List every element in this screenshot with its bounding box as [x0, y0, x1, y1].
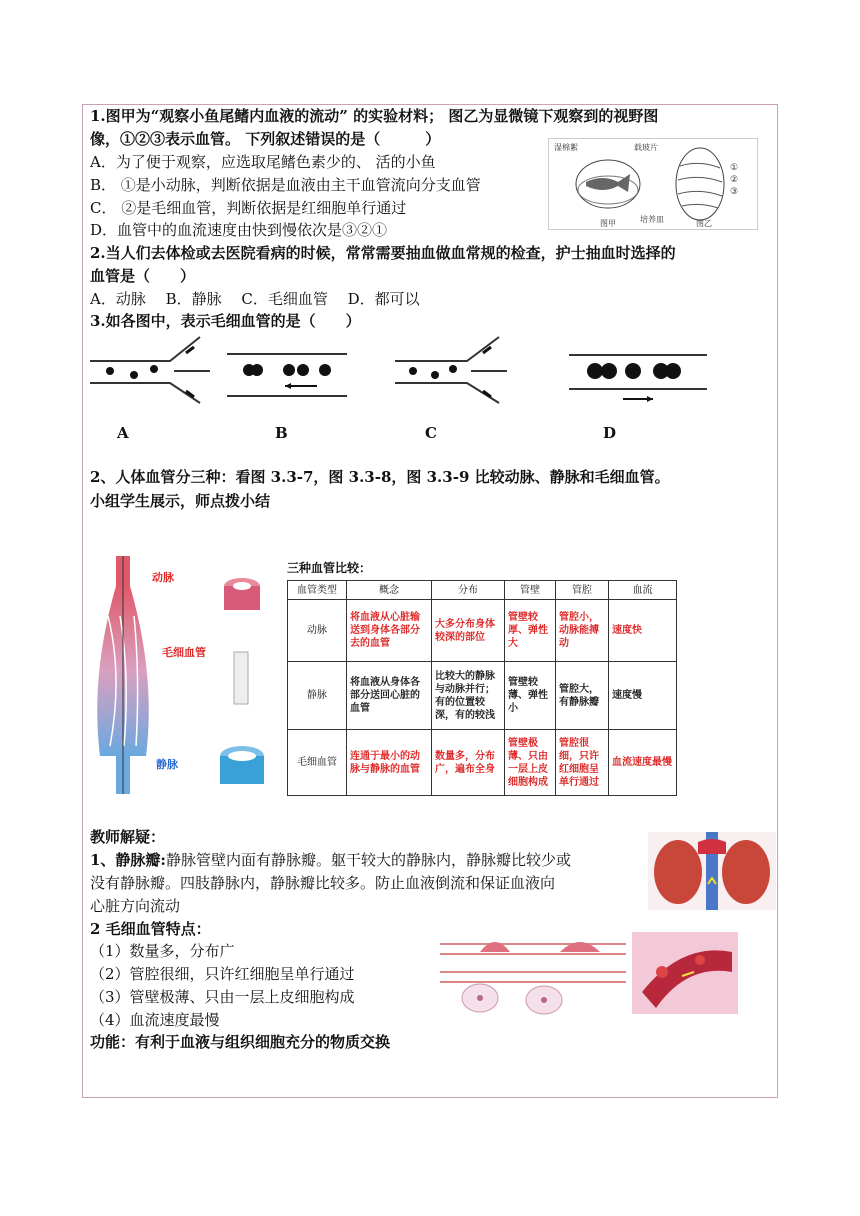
- table-row-artery: [288, 600, 677, 662]
- wet-cotton-label: 湿棉絮: [554, 143, 578, 152]
- vessel-diagram-c: [395, 333, 507, 405]
- blood-vessel-illustration: [90, 556, 270, 798]
- section2-line1: 2、人体血管分三种：看图 3.3-7，图 3.3-8，图 3.3-9 比较动脉、静脉和毛细血管。: [90, 468, 670, 486]
- table-title: 三种血管比较：: [287, 561, 372, 575]
- vessel-diagram-b: [227, 340, 347, 410]
- q2-stem-line1: 2.当人们去体检或去医院看病的时候，常常需要抽血做血常规的检查，护士抽血时选择的: [90, 244, 676, 262]
- valve-heading: 1、静脉瓣:: [90, 851, 166, 869]
- capillary-3d-illustration: [632, 932, 738, 1014]
- fish-tail-experiment-figure: [548, 138, 758, 230]
- table-cell: 管腔小，动脉能搏动: [556, 600, 609, 662]
- header-cell: 分布: [432, 581, 505, 600]
- teacher-title: 教师解疑：: [90, 828, 166, 846]
- header-cell: 概念: [347, 581, 432, 600]
- fig-jia-label: 图甲: [600, 219, 616, 228]
- valve-line1: [90, 850, 571, 871]
- q3-stem: 3.如各图中，表示毛细血管的是（ ）: [90, 312, 361, 330]
- q1-option-d: D．血管中的血流速度由快到慢依次是③②①: [90, 221, 388, 239]
- table-cell: 数量多，分布广，遍布全身: [432, 730, 505, 796]
- table-cell: 比较大的静脉与动脉并行；有的位置较深，有的较浅: [432, 662, 505, 730]
- vessel-1-label: ①: [730, 163, 739, 173]
- vein-label: 静脉: [156, 758, 178, 771]
- artery-label: 动脉: [152, 571, 174, 584]
- valve-line3: 心脏方向流动: [90, 897, 181, 915]
- q3-label-a: A: [117, 424, 129, 442]
- capillary-point-4: （4）血流速度最慢: [90, 1011, 220, 1029]
- table-cell: 管腔很细，只许红细胞呈单行通过: [556, 730, 609, 796]
- q1-stem-line2: 像，①②③表示血管。 下列叙述错误的是（ ）: [90, 130, 441, 148]
- vessel-diagram-a: [90, 333, 210, 405]
- vessel-diagram-d: [569, 343, 707, 409]
- table-row-capillary: [288, 730, 677, 796]
- table-cell: 管壁较厚、弹性大: [505, 600, 556, 662]
- capillary-function: 功能：有利于血液与组织细胞充分的物质交换: [90, 1033, 391, 1051]
- q3-label-b: B: [275, 424, 288, 442]
- capillary-point-2: （2）管腔很细，只许红细胞呈单行通过: [90, 965, 355, 983]
- vessel-2-label: ②: [730, 175, 739, 185]
- table-cell: 动脉: [288, 600, 347, 662]
- table-cell: 管壁极薄、只由一层上皮细胞构成: [505, 730, 556, 796]
- table-cell: 连通于最小的动脉与静脉的血管: [347, 730, 432, 796]
- q1-option-b: B． ①是小动脉，判断依据是血液由主干血管流向分支血管: [90, 176, 481, 194]
- header-cell: 血管类型: [288, 581, 347, 600]
- valve-line2: 没有静脉瓣。四肢静脉内，静脉瓣比较多。防止血液倒流和保证血液向: [90, 874, 556, 892]
- section2-line2: 小组学生展示，师点拨小结: [90, 492, 271, 510]
- table-cell: 血流速度最慢: [609, 730, 677, 796]
- slide-label: 载玻片: [634, 143, 658, 152]
- table-cell: 静脉: [288, 662, 347, 730]
- table-cell: 将血液从心脏输送到身体各部分去的血管: [347, 600, 432, 662]
- table-cell: 速度慢: [609, 662, 677, 730]
- capillary-label: 毛细血管: [162, 646, 206, 659]
- q3-label-d: D: [603, 424, 617, 442]
- table-cell: 速度快: [609, 600, 677, 662]
- valve-text-1: 静脉管壁内面有静脉瓣。躯干较大的静脉内，静脉瓣比较少或: [165, 851, 571, 869]
- table-cell: 毛细血管: [288, 730, 347, 796]
- vein-valve-illustration: [648, 832, 776, 910]
- table-cell: 管壁较薄、弹性小: [505, 662, 556, 730]
- dish-label: 培养皿: [640, 215, 664, 224]
- header-cell: 管腔: [556, 581, 609, 600]
- table-cell: 大多分布身体较深的部位: [432, 600, 505, 662]
- table-row-vein: [288, 662, 677, 730]
- table-header-row: [288, 581, 677, 600]
- capillary-cell-diagram: [440, 930, 626, 1016]
- vessel-comparison-table: [287, 580, 677, 796]
- q1-stem-line1: 1.图甲为“观察小鱼尾鳍内血液的流动” 的实验材料； 图乙为显微镜下观察到的视野图: [90, 107, 659, 125]
- table-cell: 将血液从身体各部分送回心脏的血管: [347, 662, 432, 730]
- table-cell: 管腔大，有静脉瓣: [556, 662, 609, 730]
- header-cell: 血流: [609, 581, 677, 600]
- header-cell: 管壁: [505, 581, 556, 600]
- q2-options: A．动脉 B．静脉 C．毛细血管 D．都可以: [90, 290, 420, 308]
- capillary-point-3: （3）管壁极薄、只由一层上皮细胞构成: [90, 988, 355, 1006]
- q1-option-c: C． ②是毛细血管，判断依据是红细胞单行通过: [90, 199, 407, 217]
- q1-option-a: A．为了便于观察，应选取尾鳍色素少的、 活的小鱼: [90, 153, 436, 171]
- capillary-heading: 2 毛细血管特点：: [90, 920, 211, 938]
- fig-yi-label: 图乙: [696, 219, 712, 228]
- q3-label-c: C: [425, 424, 437, 442]
- vessel-3-label: ③: [730, 187, 739, 197]
- capillary-point-1: （1）数量多，分布广: [90, 942, 235, 960]
- q2-stem-line2: 血管是（ ）: [90, 267, 196, 285]
